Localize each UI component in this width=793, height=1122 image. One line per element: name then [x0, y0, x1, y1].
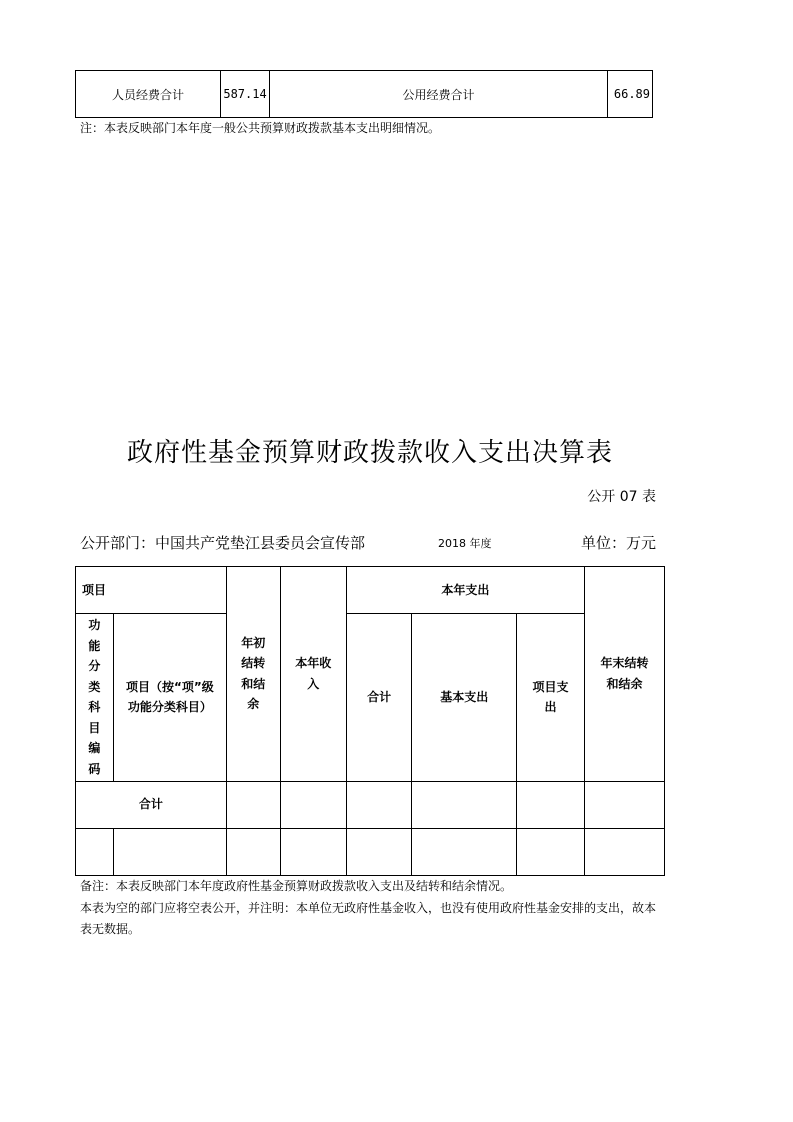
- header-expense: 本年支出: [346, 567, 584, 614]
- header-code: [76, 614, 114, 782]
- table-cell: [226, 828, 280, 875]
- table-cell: [517, 781, 585, 828]
- page-title: 政府性基金预算财政拨款收入支出决算表: [126, 438, 613, 468]
- header-expense-total: 合计: [346, 614, 412, 782]
- top-note: 注：本表反映部门本年度一般公共预算财政拨款基本支出明细情况。: [80, 121, 441, 135]
- table-cell: [226, 781, 280, 828]
- table-cell: [346, 781, 412, 828]
- department-label: 公开部门：中国共产党垫江县委员会宣传部: [80, 534, 366, 552]
- header-project: 项目: [76, 567, 227, 614]
- table-cell: [76, 828, 114, 875]
- table-cell: [584, 828, 664, 875]
- table-cell: [346, 828, 412, 875]
- header-project-expense: [517, 614, 585, 782]
- header-income: [280, 567, 346, 782]
- header-item-text: 项目（按“项”级功能分类科目）: [125, 679, 214, 715]
- year-label: 2018 年度: [438, 537, 492, 550]
- top-fragment-table: [75, 70, 653, 118]
- table-cell: [113, 828, 226, 875]
- header-begin-balance: [226, 567, 280, 782]
- personnel-total-label: 人员经费合计: [76, 71, 221, 118]
- header-begin-balance-text: 年初结转和结余: [241, 635, 266, 712]
- header-code-text: 功能分类科目编码: [88, 618, 101, 776]
- fund-budget-table: [75, 566, 665, 876]
- public-total-label: 公用经费合计: [269, 71, 607, 118]
- note-line-1: 备注：本表反映部门本年度政府性基金预算财政拨款收入支出及结转和结余情况。: [80, 879, 513, 893]
- table-row: [76, 828, 665, 875]
- personnel-total-value: 587.14: [220, 71, 269, 118]
- table-cell: [584, 781, 664, 828]
- table-row: [76, 781, 665, 828]
- header-basic-expense: 基本支出: [412, 614, 517, 782]
- table-cell: [280, 828, 346, 875]
- form-number: 公开 07 表: [587, 489, 656, 505]
- note-line-2: 本表为空的部门应将空表公开，并注明：本单位无政府性基金收入，也没有使用政府性基金安排的支出，故本表无数据。: [80, 901, 657, 936]
- table-cell: [280, 781, 346, 828]
- header-end-balance-text: 年末结转和结余: [600, 656, 649, 691]
- table-cell: [517, 828, 585, 875]
- header-project-expense-text: 项目支出: [532, 679, 569, 715]
- table-cell: [412, 828, 517, 875]
- table-cell: [412, 781, 517, 828]
- header-income-text: 本年收入: [295, 656, 332, 691]
- header-item: [113, 614, 226, 782]
- total-row-label: 合计: [76, 781, 227, 828]
- header-end-balance: [584, 567, 664, 782]
- unit-label: 单位：万元: [580, 534, 656, 552]
- public-total-value: 66.89: [608, 71, 653, 118]
